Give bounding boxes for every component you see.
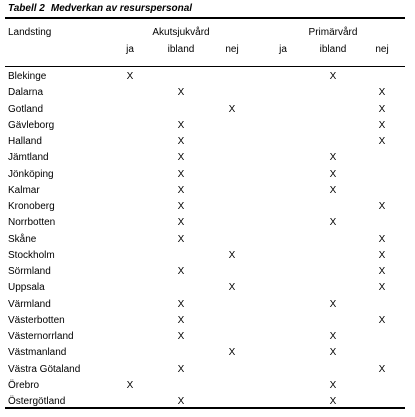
table-caption — [8, 3, 192, 14]
bottom-rule — [5, 407, 405, 409]
table-row — [0, 264, 415, 280]
mark-prim-nej: X — [378, 363, 386, 375]
table-number: Tabell 2 — [8, 3, 45, 14]
mark-prim-nej: X — [378, 314, 386, 326]
county-name: Stockholm — [8, 249, 55, 261]
county-name: Östergötland — [8, 396, 66, 407]
header-prim-ibland: ibland — [319, 44, 347, 55]
county-name: Dalarna — [8, 87, 44, 99]
county-name: Västmanland — [8, 347, 67, 359]
county-name: Jämtland — [8, 152, 49, 164]
mark-akut-ibland: X — [177, 87, 185, 99]
county-name: Halland — [8, 136, 42, 147]
table-row — [0, 102, 415, 118]
header-group-akutsjukvard: Akutsjukvård — [152, 27, 210, 38]
table-row — [0, 313, 415, 329]
county-name: Gävleborg — [8, 119, 55, 131]
mark-prim-nej: X — [378, 119, 386, 131]
county-name: Gotland — [8, 103, 44, 115]
table-row — [0, 280, 415, 296]
county-name: Värmland — [8, 298, 51, 310]
table-row — [0, 183, 415, 199]
mark-prim-nej: X — [378, 103, 386, 115]
mark-akut-ibland: X — [177, 119, 185, 131]
county-name: Blekinge — [8, 71, 47, 82]
mark-prim-ibland: X — [329, 396, 337, 407]
table-row — [0, 345, 415, 361]
mark-prim-ibland: X — [329, 331, 337, 342]
county-name: Jönköping — [8, 168, 54, 180]
mark-akut-ibland: X — [177, 168, 185, 180]
mark-akut-nej: X — [228, 103, 236, 115]
mark-prim-ibland: X — [329, 152, 337, 164]
mark-prim-ibland: X — [329, 184, 337, 196]
county-name: Norrbotten — [8, 217, 56, 229]
county-name: Uppsala — [8, 282, 45, 294]
table-row — [0, 215, 415, 231]
header-akut-ibland: ibland — [167, 44, 195, 55]
table-row — [0, 329, 415, 345]
mark-akut-nej: X — [228, 282, 236, 294]
mark-prim-nej: X — [378, 249, 386, 261]
mark-akut-ja: X — [126, 379, 134, 391]
mark-akut-nej: X — [228, 347, 236, 359]
county-name: Örebro — [8, 379, 40, 391]
table-row — [0, 85, 415, 101]
table-title: Medverkan av resurspersonal — [50, 3, 193, 14]
header-prim-nej: nej — [375, 44, 389, 55]
mark-akut-ibland: X — [177, 298, 185, 310]
mark-prim-nej: X — [378, 136, 386, 147]
county-name: Kalmar — [8, 184, 40, 196]
county-name: Västerbotten — [8, 314, 65, 326]
county-name: Kronoberg — [8, 201, 55, 212]
mark-prim-ibland: X — [329, 347, 337, 359]
county-name: Skåne — [8, 233, 37, 245]
header-prim-ja: ja — [279, 44, 287, 55]
mark-akut-ibland: X — [177, 363, 185, 375]
table-row — [0, 118, 415, 134]
mark-akut-ibland: X — [177, 152, 185, 164]
table-row — [0, 134, 415, 150]
mark-prim-nej: X — [378, 282, 386, 294]
header-akut-ja: ja — [126, 44, 134, 55]
table-row — [0, 362, 415, 378]
mark-prim-ibland: X — [329, 71, 337, 82]
county-name: Sörmland — [8, 266, 51, 277]
county-name: Västra Götaland — [8, 363, 81, 375]
table-row — [0, 150, 415, 166]
table-row — [0, 378, 415, 394]
table-row — [0, 232, 415, 248]
header-landsting: Landsting — [8, 27, 52, 38]
header-group-primarvard: Primärvård — [308, 27, 358, 38]
mark-akut-ibland: X — [177, 201, 185, 212]
mark-akut-ibland: X — [177, 184, 185, 196]
top-rule — [5, 17, 405, 19]
mark-akut-nej: X — [228, 249, 236, 261]
table-row — [0, 199, 415, 215]
county-name: Västernorrland — [8, 331, 74, 342]
mark-akut-ibland: X — [177, 331, 185, 342]
table-body — [0, 69, 415, 410]
table-row — [0, 167, 415, 183]
mark-prim-nej: X — [378, 201, 386, 212]
mark-prim-ibland: X — [329, 168, 337, 180]
mark-akut-ibland: X — [177, 233, 185, 245]
mark-prim-ibland: X — [329, 379, 337, 391]
mark-akut-ibland: X — [177, 217, 185, 229]
table-row — [0, 248, 415, 264]
mark-prim-nej: X — [378, 87, 386, 99]
mark-akut-ja: X — [126, 71, 134, 82]
table-row — [0, 297, 415, 313]
mark-prim-ibland: X — [329, 217, 337, 229]
header-rule — [5, 66, 405, 67]
mark-akut-ibland: X — [177, 396, 185, 407]
mark-akut-ibland: X — [177, 266, 185, 277]
mark-prim-nej: X — [378, 266, 386, 277]
table-row — [0, 69, 415, 85]
mark-akut-ibland: X — [177, 136, 185, 147]
mark-prim-ibland: X — [329, 298, 337, 310]
mark-akut-ibland: X — [177, 314, 185, 326]
header-akut-nej: nej — [225, 44, 239, 55]
mark-prim-nej: X — [378, 233, 386, 245]
